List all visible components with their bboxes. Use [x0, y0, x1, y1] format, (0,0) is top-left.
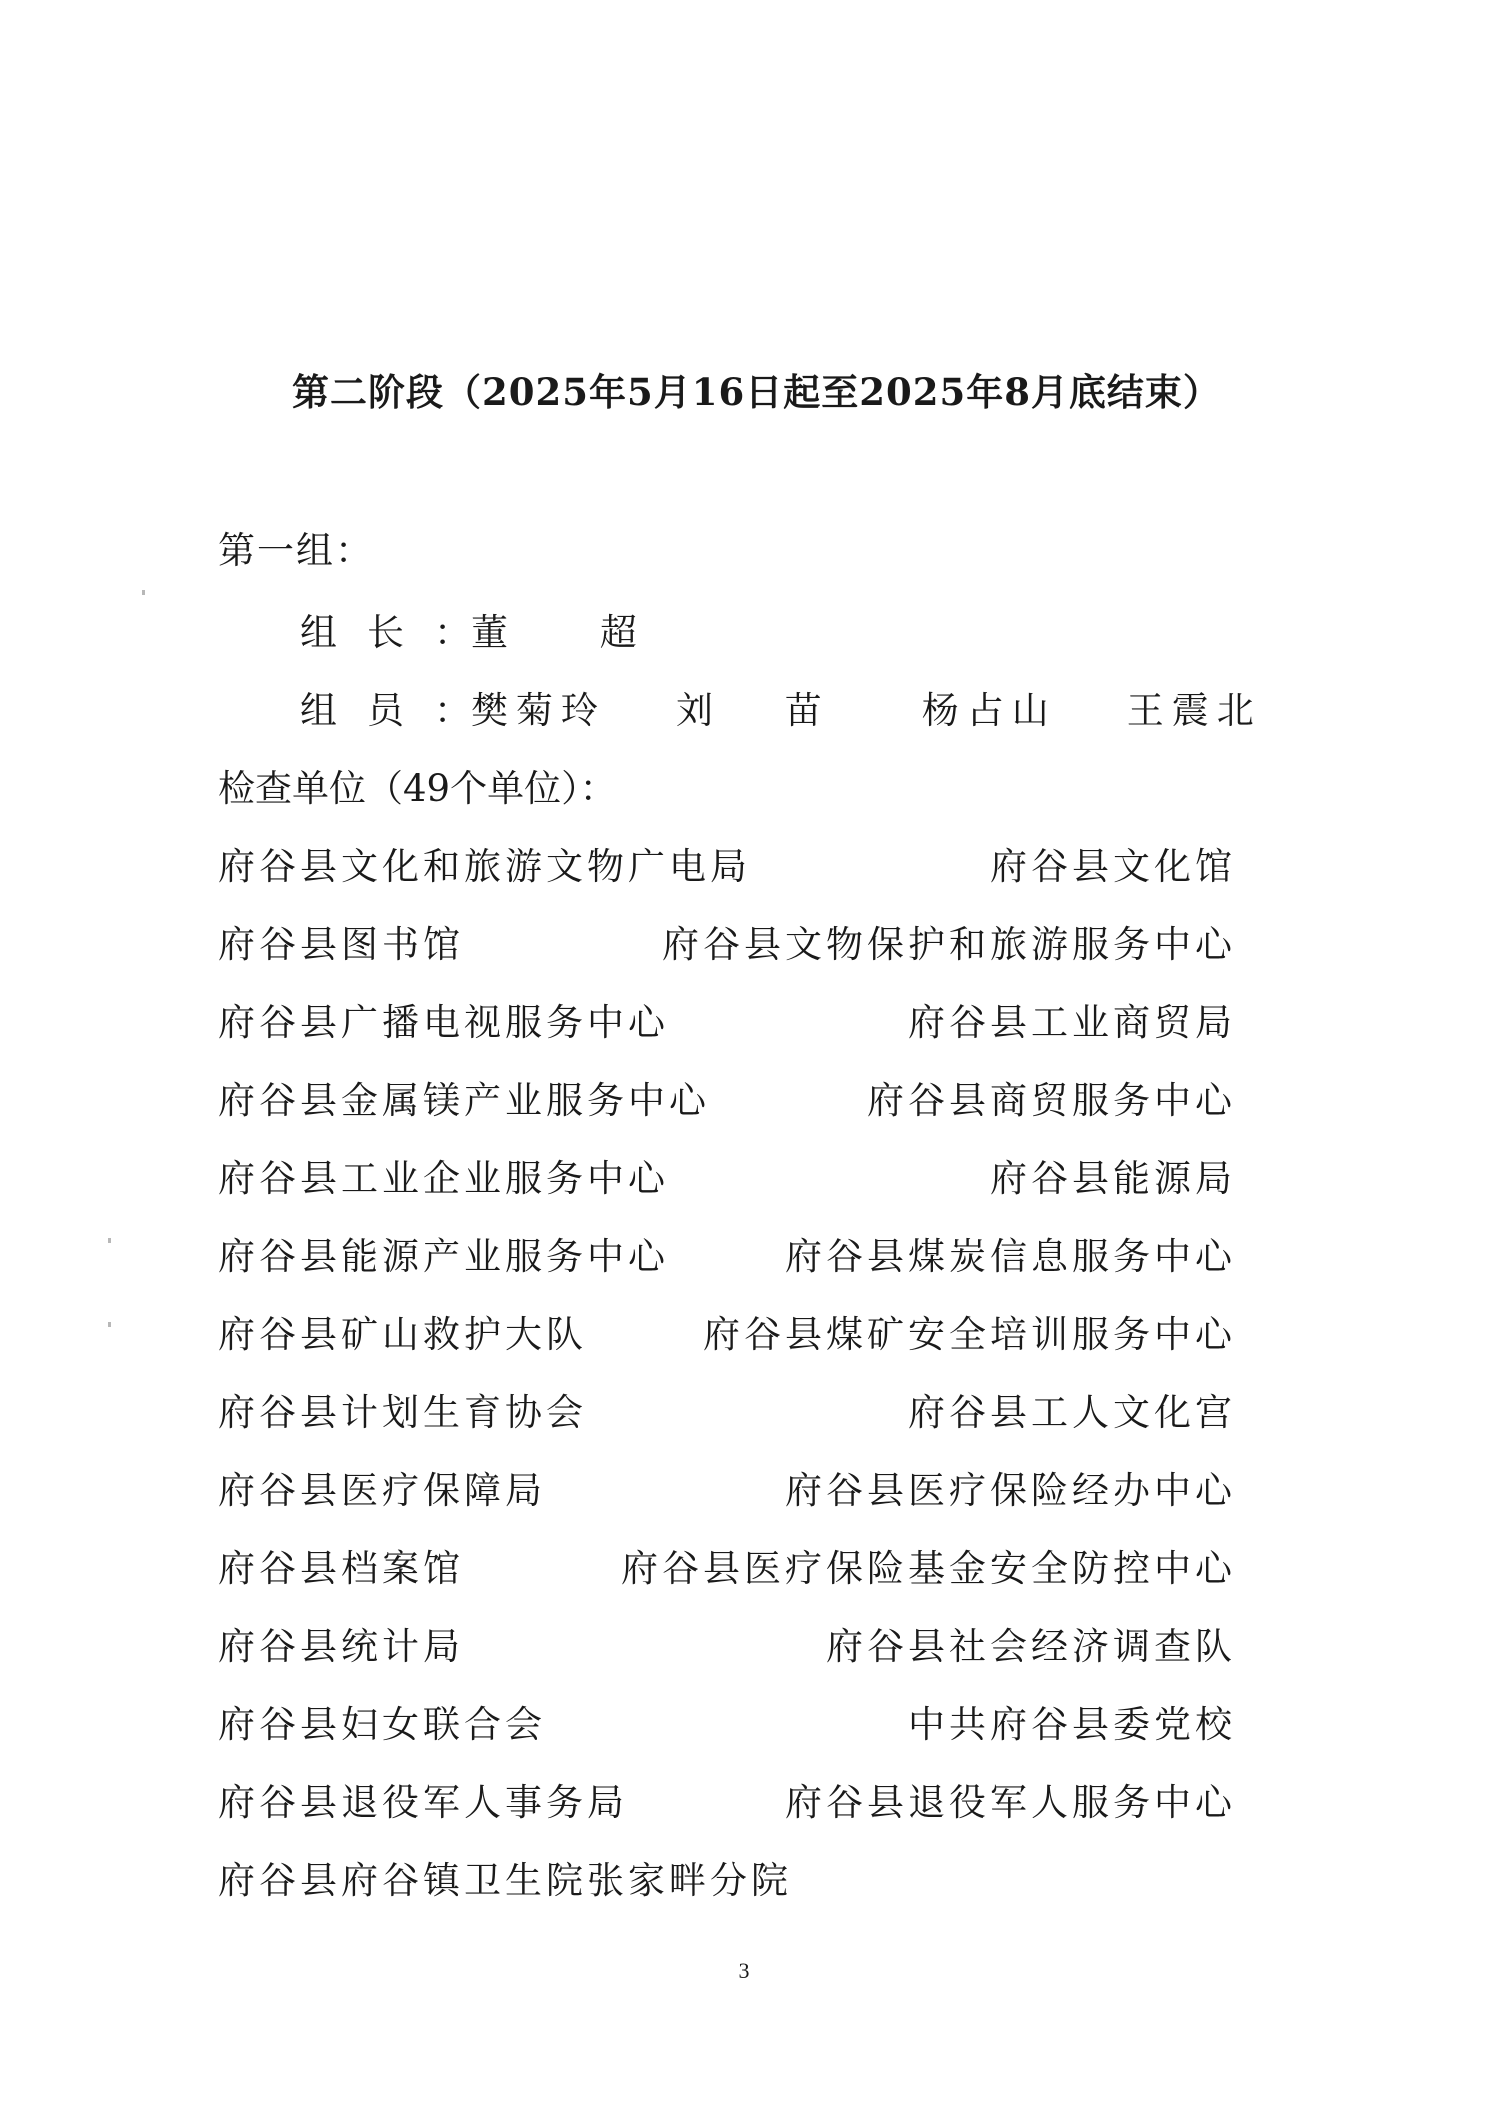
unit-name: 府谷县计划生育协会 — [218, 1391, 587, 1434]
unit-row — [218, 1772, 1236, 1850]
members-label: 组员 — [300, 689, 434, 732]
group-members-line — [300, 680, 1332, 734]
unit-list — [218, 836, 1236, 1928]
unit-name: 府谷县府谷镇卫生院张家畔分院 — [218, 1859, 792, 1902]
unit-row — [218, 1382, 1236, 1460]
unit-row — [218, 1070, 1236, 1148]
unit-row — [218, 1304, 1236, 1382]
scan-speck — [142, 590, 145, 595]
scan-speck — [108, 1322, 111, 1327]
unit-name: 府谷县退役军人事务局 — [218, 1781, 628, 1824]
leader-colon: ： — [434, 611, 471, 654]
members-colon: ： — [434, 689, 471, 732]
unit-name: 府谷县文化和旅游文物广电局 — [218, 845, 751, 888]
page-number: 3 — [738, 1958, 750, 1983]
unit-row — [218, 914, 1236, 992]
unit-row — [218, 992, 1236, 1070]
unit-name: 府谷县广播电视服务中心 — [218, 1001, 669, 1044]
unit-name: 府谷县煤炭信息服务中心 — [785, 1235, 1236, 1278]
unit-name: 府谷县社会经济调查队 — [826, 1625, 1236, 1668]
unit-name: 府谷县能源产业服务中心 — [218, 1235, 669, 1278]
unit-name: 府谷县工业企业服务中心 — [218, 1157, 669, 1200]
unit-name: 府谷县医疗保险经办中心 — [785, 1469, 1236, 1512]
section-heading: 第二阶段（2025年5月16日起至2025年8月底结束） — [292, 370, 1221, 414]
unit-name: 府谷县工业商贸局 — [908, 1001, 1236, 1044]
unit-row — [218, 1850, 1236, 1928]
unit-name: 府谷县统计局 — [218, 1625, 464, 1668]
unit-row — [218, 1226, 1236, 1304]
unit-name: 府谷县文化馆 — [990, 845, 1236, 888]
unit-row — [218, 836, 1236, 914]
unit-row — [218, 1616, 1236, 1694]
unit-name: 府谷县工人文化宫 — [908, 1391, 1236, 1434]
unit-name: 府谷县商贸服务中心 — [867, 1079, 1236, 1122]
scan-speck — [108, 1238, 111, 1243]
unit-row — [218, 1694, 1236, 1772]
member-name: 王震北 — [1126, 689, 1262, 732]
member-name: 杨占山 — [921, 689, 1057, 732]
unit-row — [218, 1148, 1236, 1226]
unit-name: 府谷县矿山救护大队 — [218, 1313, 587, 1356]
unit-name: 府谷县医疗保险基金安全防控中心 — [621, 1547, 1236, 1590]
group-title: 第一组： — [218, 529, 374, 572]
leader-label: 组长 — [300, 611, 434, 654]
group-leader-line — [300, 602, 747, 656]
unit-name: 府谷县金属镁产业服务中心 — [218, 1079, 710, 1122]
leader-name: 董 超 — [471, 611, 677, 654]
unit-name: 府谷县文物保护和旅游服务中心 — [662, 923, 1236, 966]
unit-name: 府谷县医疗保障局 — [218, 1469, 546, 1512]
unit-name: 府谷县能源局 — [990, 1157, 1236, 1200]
unit-name: 府谷县妇女联合会 — [218, 1703, 546, 1746]
unit-name: 府谷县档案馆 — [218, 1547, 464, 1590]
unit-row — [218, 1460, 1236, 1538]
unit-name: 府谷县图书馆 — [218, 923, 464, 966]
unit-name: 府谷县煤矿安全培训服务中心 — [703, 1313, 1236, 1356]
unit-name: 中共府谷县委党校 — [908, 1703, 1236, 1746]
unit-row — [218, 1538, 1236, 1616]
member-name: 樊菊玲 — [471, 689, 606, 732]
units-title: 检查单位（49个单位）： — [218, 767, 617, 810]
member-name: 刘 苗 — [676, 689, 852, 732]
unit-name: 府谷县退役军人服务中心 — [785, 1781, 1236, 1824]
